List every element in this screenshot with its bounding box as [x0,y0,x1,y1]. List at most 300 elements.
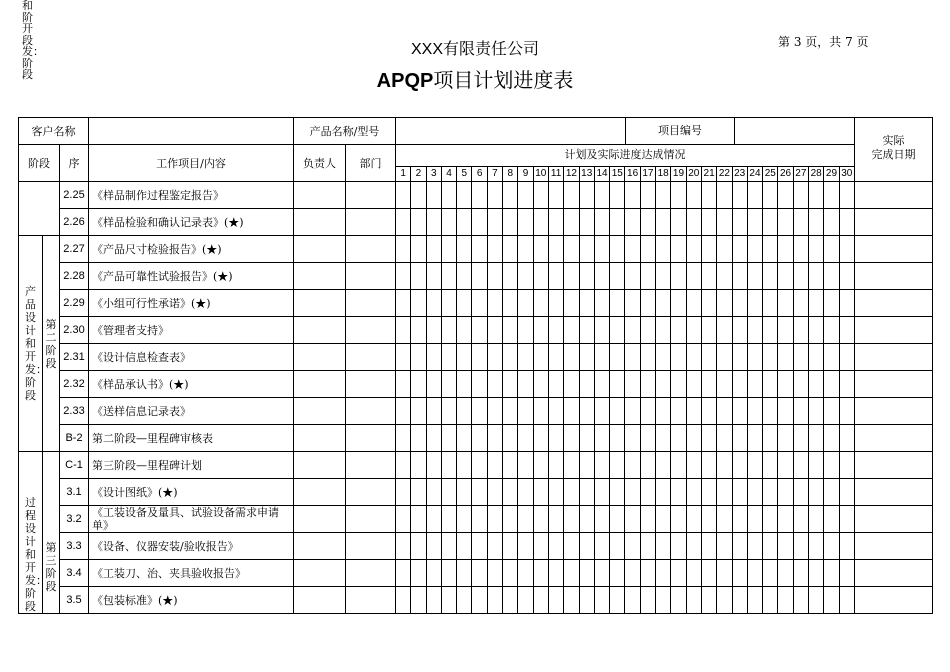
day-cell[interactable] [823,236,838,262]
day-cell[interactable] [579,560,594,586]
day-cell[interactable] [548,236,563,262]
day-cell[interactable] [426,506,441,532]
day-cell[interactable] [594,263,609,289]
actual-date-cell[interactable] [855,479,933,506]
dept-cell[interactable] [346,587,396,614]
day-cell[interactable] [716,290,731,316]
day-cell[interactable] [823,506,838,532]
day-cell[interactable] [640,236,655,262]
day-cell[interactable] [670,533,685,559]
day-cell[interactable] [471,344,486,370]
day-cell[interactable] [670,182,685,208]
day-cell[interactable] [456,587,471,613]
day-cell[interactable] [686,560,701,586]
dept-cell[interactable] [346,452,396,479]
day-cell[interactable] [609,533,624,559]
day-cell[interactable] [441,182,456,208]
day-cell[interactable] [732,479,747,505]
day-cell[interactable] [655,560,670,586]
day-cell[interactable] [471,371,486,397]
day-cell[interactable] [640,560,655,586]
day-cell[interactable] [640,479,655,505]
day-cell[interactable] [823,371,838,397]
day-cell[interactable] [823,533,838,559]
day-cell[interactable] [579,398,594,424]
day-cell[interactable] [502,560,517,586]
day-cell[interactable] [441,263,456,289]
day-cell[interactable] [670,452,685,478]
day-cell[interactable] [563,560,578,586]
day-cell[interactable] [533,506,548,532]
day-cell[interactable] [701,560,716,586]
day-cell[interactable] [471,479,486,505]
day-cell[interactable] [548,587,563,613]
day-cell[interactable] [624,209,639,235]
day-cell[interactable] [456,344,471,370]
day-cell[interactable] [471,209,486,235]
day-cell[interactable] [732,452,747,478]
day-cell[interactable] [487,182,502,208]
day-cell[interactable] [686,452,701,478]
day-cell[interactable] [777,182,792,208]
day-cell[interactable] [456,236,471,262]
day-cell[interactable] [670,371,685,397]
day-cell[interactable] [670,209,685,235]
actual-date-cell[interactable] [855,290,933,317]
day-cell[interactable] [640,371,655,397]
day-cell[interactable] [548,398,563,424]
day-cell[interactable] [670,263,685,289]
day-cell[interactable] [624,182,639,208]
day-cell[interactable] [762,506,777,532]
day-cell[interactable] [396,182,410,208]
day-cell[interactable] [777,560,792,586]
dept-cell[interactable] [346,344,396,371]
day-cell[interactable] [456,560,471,586]
day-cell[interactable] [456,479,471,505]
dept-cell[interactable] [346,236,396,263]
day-cell[interactable] [410,209,425,235]
day-cell[interactable] [594,182,609,208]
day-cell[interactable] [793,236,808,262]
day-cell[interactable] [548,344,563,370]
day-cell[interactable] [839,209,854,235]
day-cell[interactable] [686,533,701,559]
day-cell[interactable] [686,209,701,235]
day-cell[interactable] [517,560,532,586]
day-cell[interactable] [609,479,624,505]
day-cell[interactable] [471,236,486,262]
day-cell[interactable] [410,452,425,478]
day-cell[interactable] [823,425,838,451]
dept-cell[interactable] [346,398,396,425]
day-cell[interactable] [487,209,502,235]
day-cell[interactable] [502,290,517,316]
day-cell[interactable] [502,452,517,478]
day-cell[interactable] [823,452,838,478]
day-cell[interactable] [502,209,517,235]
day-cell[interactable] [747,587,762,613]
day-cell[interactable] [594,371,609,397]
day-cell[interactable] [396,209,410,235]
day-cell[interactable] [716,209,731,235]
day-cell[interactable] [548,290,563,316]
day-cell[interactable] [579,533,594,559]
day-cell[interactable] [839,452,854,478]
day-cell[interactable] [624,371,639,397]
day-cell[interactable] [701,533,716,559]
day-cell[interactable] [563,398,578,424]
day-cell[interactable] [471,263,486,289]
day-cell[interactable] [563,290,578,316]
day-cell[interactable] [487,587,502,613]
dept-cell[interactable] [346,371,396,398]
day-cell[interactable] [624,398,639,424]
day-cell[interactable] [579,479,594,505]
day-cell[interactable] [609,317,624,343]
day-cell[interactable] [456,317,471,343]
owner-cell[interactable] [294,560,346,587]
day-cell[interactable] [655,209,670,235]
day-cell[interactable] [410,398,425,424]
day-cell[interactable] [396,425,410,451]
day-cell[interactable] [640,533,655,559]
day-cell[interactable] [732,398,747,424]
day-cell[interactable] [747,452,762,478]
day-cell[interactable] [487,506,502,532]
day-cell[interactable] [823,587,838,613]
day-cell[interactable] [701,506,716,532]
day-cell[interactable] [701,263,716,289]
day-cell[interactable] [701,209,716,235]
day-cell[interactable] [777,533,792,559]
day-cell[interactable] [594,398,609,424]
owner-cell[interactable] [294,182,346,209]
day-cell[interactable] [793,452,808,478]
day-cell[interactable] [487,371,502,397]
day-cell[interactable] [640,452,655,478]
day-cell[interactable] [517,506,532,532]
day-cell[interactable] [426,236,441,262]
day-cell[interactable] [517,398,532,424]
day-cell[interactable] [716,371,731,397]
day-cell[interactable] [777,506,792,532]
day-cell[interactable] [487,479,502,505]
day-cell[interactable] [426,479,441,505]
day-cell[interactable] [716,317,731,343]
day-cell[interactable] [609,506,624,532]
day-cell[interactable] [732,344,747,370]
day-cell[interactable] [655,236,670,262]
day-cell[interactable] [471,506,486,532]
day-cell[interactable] [747,479,762,505]
day-cell[interactable] [579,236,594,262]
day-cell[interactable] [655,263,670,289]
day-cell[interactable] [808,398,823,424]
day-cell[interactable] [716,587,731,613]
actual-date-cell[interactable] [855,560,933,587]
project-no-value[interactable] [735,118,854,144]
day-cell[interactable] [640,290,655,316]
day-cell[interactable] [747,371,762,397]
day-cell[interactable] [517,533,532,559]
day-cell[interactable] [670,344,685,370]
day-cell[interactable] [655,533,670,559]
day-cell[interactable] [686,587,701,613]
day-cell[interactable] [839,425,854,451]
day-cell[interactable] [655,371,670,397]
day-cell[interactable] [563,263,578,289]
day-cell[interactable] [563,425,578,451]
day-cell[interactable] [762,209,777,235]
day-cell[interactable] [609,560,624,586]
day-cell[interactable] [594,479,609,505]
day-cell[interactable] [793,560,808,586]
day-cell[interactable] [517,425,532,451]
day-cell[interactable] [410,560,425,586]
day-cell[interactable] [579,317,594,343]
actual-date-cell[interactable] [855,587,933,614]
day-cell[interactable] [426,290,441,316]
day-cell[interactable] [548,263,563,289]
day-cell[interactable] [808,344,823,370]
day-cell[interactable] [686,425,701,451]
day-cell[interactable] [502,587,517,613]
day-cell[interactable] [808,209,823,235]
day-cell[interactable] [655,506,670,532]
actual-date-cell[interactable] [855,263,933,290]
day-cell[interactable] [670,587,685,613]
day-cell[interactable] [410,263,425,289]
day-cell[interactable] [732,425,747,451]
day-cell[interactable] [410,182,425,208]
actual-date-cell[interactable] [855,371,933,398]
day-cell[interactable] [594,425,609,451]
day-cell[interactable] [533,398,548,424]
day-cell[interactable] [502,506,517,532]
dept-cell[interactable] [346,263,396,290]
day-cell[interactable] [839,236,854,262]
day-cell[interactable] [426,398,441,424]
day-cell[interactable] [396,371,410,397]
day-cell[interactable] [747,236,762,262]
day-cell[interactable] [839,263,854,289]
day-cell[interactable] [594,290,609,316]
day-cell[interactable] [396,344,410,370]
day-cell[interactable] [793,209,808,235]
day-cell[interactable] [441,533,456,559]
day-cell[interactable] [410,317,425,343]
day-cell[interactable] [839,290,854,316]
day-cell[interactable] [701,479,716,505]
day-cell[interactable] [426,533,441,559]
day-cell[interactable] [670,560,685,586]
day-cell[interactable] [456,425,471,451]
day-cell[interactable] [517,236,532,262]
day-cell[interactable] [396,290,410,316]
owner-cell[interactable] [294,263,346,290]
day-cell[interactable] [410,371,425,397]
day-cell[interactable] [686,263,701,289]
day-cell[interactable] [777,425,792,451]
day-cell[interactable] [594,236,609,262]
owner-cell[interactable] [294,398,346,425]
day-cell[interactable] [441,317,456,343]
day-cell[interactable] [624,290,639,316]
day-cell[interactable] [426,560,441,586]
day-cell[interactable] [624,236,639,262]
day-cell[interactable] [579,290,594,316]
owner-cell[interactable] [294,452,346,479]
day-cell[interactable] [609,290,624,316]
day-cell[interactable] [808,506,823,532]
day-cell[interactable] [793,263,808,289]
day-cell[interactable] [686,317,701,343]
day-cell[interactable] [456,371,471,397]
day-cell[interactable] [808,371,823,397]
day-cell[interactable] [579,506,594,532]
day-cell[interactable] [396,560,410,586]
day-cell[interactable] [777,371,792,397]
day-cell[interactable] [533,263,548,289]
day-cell[interactable] [609,344,624,370]
day-cell[interactable] [563,479,578,505]
day-cell[interactable] [426,452,441,478]
day-cell[interactable] [777,344,792,370]
day-cell[interactable] [839,533,854,559]
day-cell[interactable] [441,560,456,586]
day-cell[interactable] [502,182,517,208]
day-cell[interactable] [701,317,716,343]
day-cell[interactable] [609,398,624,424]
day-cell[interactable] [701,236,716,262]
day-cell[interactable] [762,425,777,451]
day-cell[interactable] [839,317,854,343]
day-cell[interactable] [502,533,517,559]
day-cell[interactable] [823,560,838,586]
day-cell[interactable] [701,182,716,208]
day-cell[interactable] [762,263,777,289]
day-cell[interactable] [502,317,517,343]
owner-cell[interactable] [294,587,346,614]
day-cell[interactable] [762,182,777,208]
day-cell[interactable] [624,587,639,613]
day-cell[interactable] [396,236,410,262]
day-cell[interactable] [410,479,425,505]
day-cell[interactable] [410,587,425,613]
day-cell[interactable] [624,452,639,478]
day-cell[interactable] [548,533,563,559]
day-cell[interactable] [701,344,716,370]
day-cell[interactable] [517,452,532,478]
day-cell[interactable] [487,425,502,451]
day-cell[interactable] [793,371,808,397]
day-cell[interactable] [762,587,777,613]
day-cell[interactable] [441,425,456,451]
day-cell[interactable] [701,290,716,316]
dept-cell[interactable] [346,290,396,317]
day-cell[interactable] [839,182,854,208]
day-cell[interactable] [839,587,854,613]
day-cell[interactable] [441,398,456,424]
day-cell[interactable] [579,182,594,208]
actual-date-cell[interactable] [855,425,933,452]
day-cell[interactable] [839,506,854,532]
day-cell[interactable] [487,317,502,343]
day-cell[interactable] [686,344,701,370]
day-cell[interactable] [579,371,594,397]
day-cell[interactable] [533,587,548,613]
day-cell[interactable] [732,236,747,262]
day-cell[interactable] [716,425,731,451]
day-cell[interactable] [609,263,624,289]
day-cell[interactable] [441,290,456,316]
day-cell[interactable] [471,182,486,208]
day-cell[interactable] [670,317,685,343]
actual-date-cell[interactable] [855,506,933,533]
day-cell[interactable] [732,263,747,289]
day-cell[interactable] [548,317,563,343]
actual-date-cell[interactable] [855,182,933,209]
day-cell[interactable] [640,182,655,208]
day-cell[interactable] [747,425,762,451]
day-cell[interactable] [793,479,808,505]
day-cell[interactable] [396,533,410,559]
day-cell[interactable] [456,452,471,478]
day-cell[interactable] [793,506,808,532]
day-cell[interactable] [533,290,548,316]
day-cell[interactable] [624,533,639,559]
day-cell[interactable] [640,263,655,289]
day-cell[interactable] [426,425,441,451]
day-cell[interactable] [563,317,578,343]
day-cell[interactable] [823,290,838,316]
day-cell[interactable] [426,182,441,208]
day-cell[interactable] [777,398,792,424]
day-cell[interactable] [410,425,425,451]
day-cell[interactable] [670,425,685,451]
day-cell[interactable] [563,452,578,478]
day-cell[interactable] [471,587,486,613]
day-cell[interactable] [548,371,563,397]
day-cell[interactable] [823,479,838,505]
day-cell[interactable] [808,533,823,559]
owner-cell[interactable] [294,506,346,533]
owner-cell[interactable] [294,209,346,236]
day-cell[interactable] [563,344,578,370]
day-cell[interactable] [441,371,456,397]
day-cell[interactable] [762,344,777,370]
actual-date-cell[interactable] [855,452,933,479]
day-cell[interactable] [762,290,777,316]
day-cell[interactable] [487,452,502,478]
owner-cell[interactable] [294,479,346,506]
day-cell[interactable] [594,452,609,478]
day-cell[interactable] [823,263,838,289]
day-cell[interactable] [670,290,685,316]
day-cell[interactable] [579,587,594,613]
day-cell[interactable] [426,587,441,613]
day-cell[interactable] [517,587,532,613]
day-cell[interactable] [747,290,762,316]
day-cell[interactable] [441,587,456,613]
day-cell[interactable] [487,560,502,586]
day-cell[interactable] [487,263,502,289]
day-cell[interactable] [747,533,762,559]
day-cell[interactable] [777,236,792,262]
day-cell[interactable] [762,560,777,586]
day-cell[interactable] [471,560,486,586]
